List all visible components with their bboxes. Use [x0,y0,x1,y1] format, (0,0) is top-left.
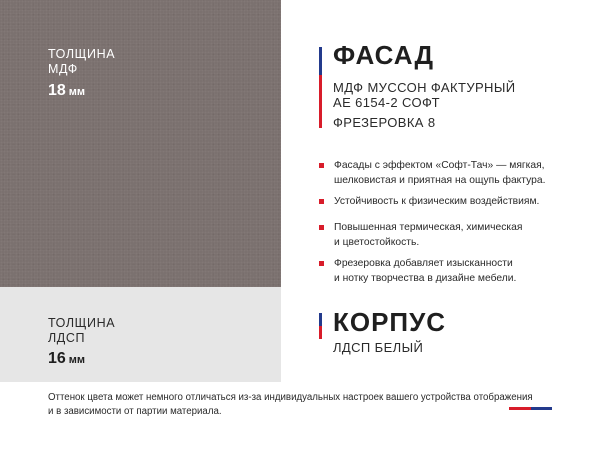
red-square-bullet-icon [319,163,324,168]
ldsp-label-line1: ТОЛЩИНА [48,316,116,330]
red-square-bullet-icon [319,261,324,266]
facade-title: ФАСАД [333,40,435,70]
facade-material-line2: АЕ 6154-2 СОФТ [333,95,440,110]
ldsp-label-line2: ЛДСП [48,331,86,345]
ldsp-color-swatch [0,287,281,382]
feature-item: Фрезеровка добавляет изысканности и нотку творчества в дизайне мебели. [318,256,578,286]
ldsp-thickness-value [48,349,85,370]
color-disclaimer: Оттенок цвета может немного отличаться из-за индивидуальных настроек вашего устройства отображения и в зависимости от партии материала. [48,392,533,417]
mdf-value-number: 18 [48,82,66,99]
mdf-label-line1: ТОЛЩИНА [48,47,116,61]
ldsp-value-number: 16 [48,350,66,367]
ldsp-value-unit: мм [68,354,86,366]
facade-flag-accent [319,47,322,128]
korpus-flag-accent [319,313,322,339]
mdf-thickness-label [48,47,115,77]
facade-milling: ФРЕЗЕРОВКА 8 [333,115,436,130]
korpus-material: ЛДСП БЕЛЫЙ [333,340,424,355]
mdf-label-line2: МДФ [48,62,78,76]
feature-item: Устойчивость к физическим воздействиям. [318,194,578,209]
mdf-texture-swatch [0,0,281,287]
korpus-title: КОРПУС [333,307,447,337]
red-square-bullet-icon [319,199,324,204]
feature-item: Фасады с эффектом «Софт-Тач» — мягкая, шелковистая и приятная на ощупь фактура. [318,158,578,188]
feature-item: Повышенная термическая, химическая и цветостойкость. [318,220,578,250]
ldsp-thickness-label [48,316,115,346]
facade-feature-list [318,158,578,292]
mdf-value-unit: мм [68,86,86,98]
corner-flag-stripe [509,407,552,410]
mdf-thickness-value [48,81,85,102]
facade-material-line1: МДФ МУССОН ФАКТУРНЫЙ [333,80,516,95]
red-square-bullet-icon [319,225,324,230]
